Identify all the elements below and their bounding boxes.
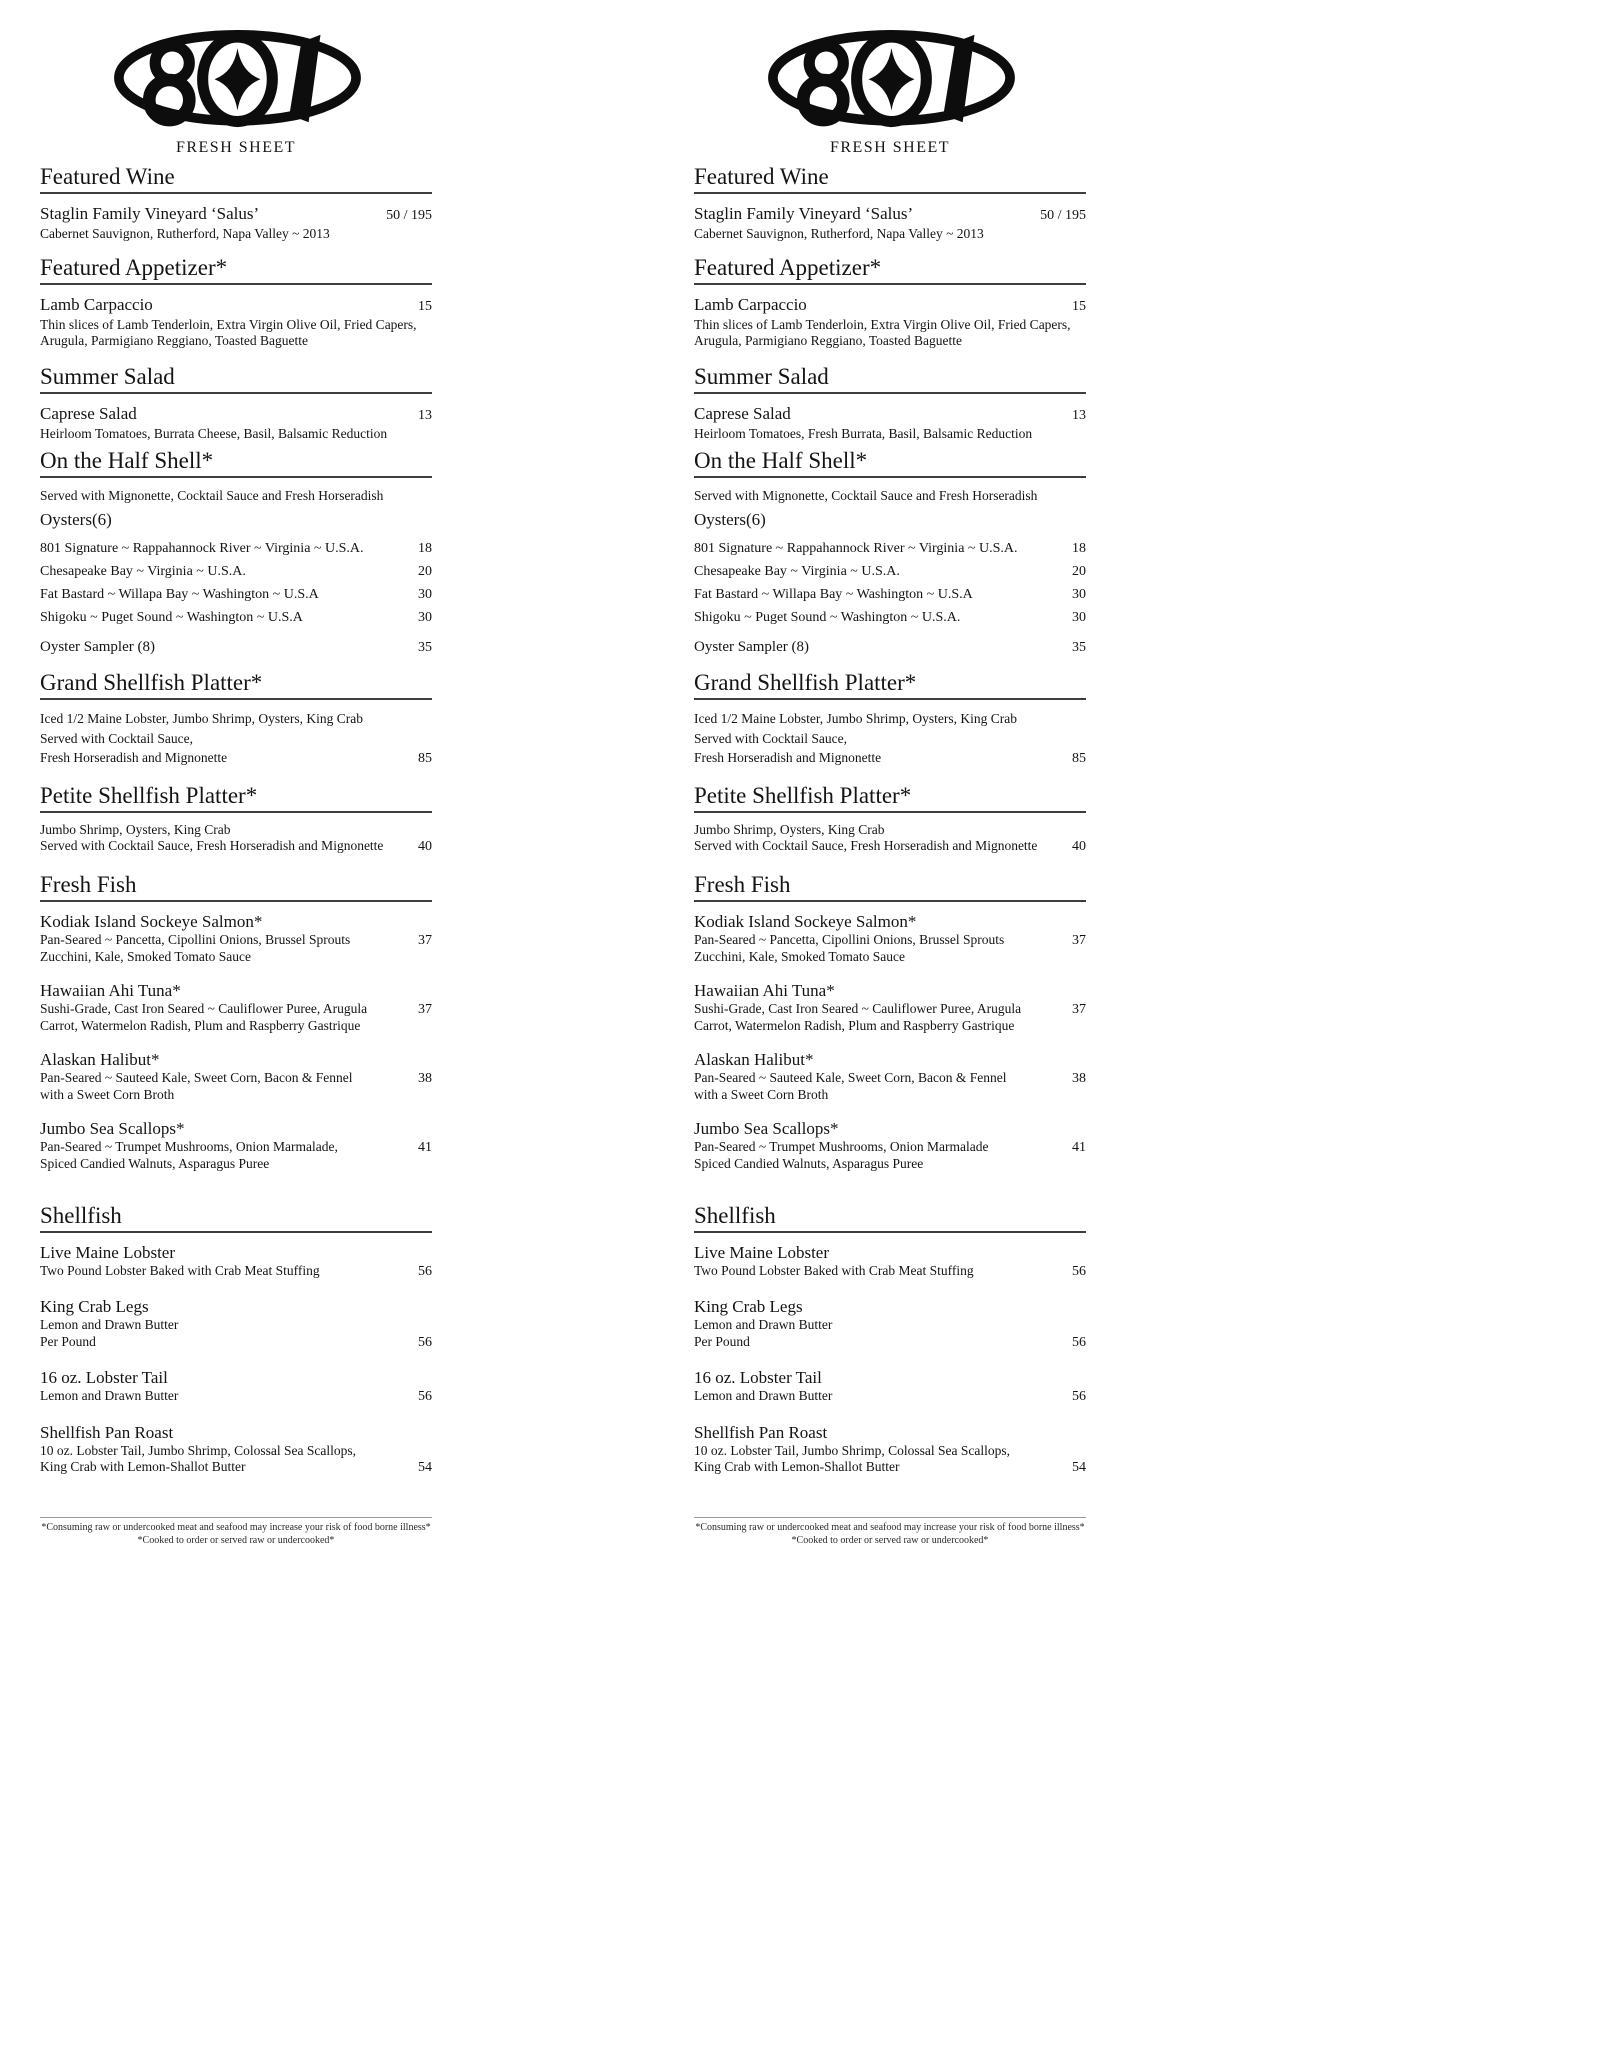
- section-title: On the Half Shell*: [40, 448, 214, 473]
- item-price: 56: [418, 1263, 432, 1279]
- menu-item: [694, 1367, 1086, 1406]
- item-text: Caprese Salad: [40, 403, 137, 423]
- section-title: Featured Wine: [694, 164, 829, 189]
- item-text: Live Maine Lobster: [40, 1242, 176, 1262]
- menu-line: [40, 1018, 432, 1035]
- section-shellfish: [40, 1203, 432, 1477]
- menu-item: [694, 709, 1086, 769]
- section-underline: [40, 1231, 432, 1233]
- item-price: 20: [1072, 564, 1086, 579]
- item-price: 13: [418, 407, 432, 423]
- item-text: Shigoku ~ Puget Sound ~ Washington ~ U.S.A.: [694, 610, 961, 625]
- menu-line: [694, 911, 1086, 932]
- item-text: Alaskan Halibut*: [40, 1049, 160, 1069]
- menu-line: [40, 1118, 432, 1139]
- section-title: Summer Salad: [694, 363, 829, 389]
- menu-line: [40, 583, 432, 606]
- item-text: Shellfish Pan Roast: [694, 1422, 828, 1442]
- section-summer-salad: [694, 364, 1086, 443]
- item-text: Cabernet Sauvignon, Rutherford, Napa Valley ~ 2013: [40, 226, 330, 241]
- disclaimer-line-1: *Consuming raw or undercooked meat and seafood may increase your risk of food borne illness*: [695, 1521, 1085, 1533]
- menu-line: [694, 980, 1086, 1001]
- menu-line: [40, 637, 432, 658]
- section-petite-shellfish-platter: [40, 783, 432, 856]
- menu-line: [40, 487, 432, 504]
- menu-sections: [694, 164, 1086, 1477]
- section-underline: [694, 476, 1086, 478]
- item-text: 10 oz. Lobster Tail, Jumbo Shrimp, Colossal Sea Scallops,: [694, 1442, 1011, 1458]
- item-price: 35: [1072, 640, 1086, 655]
- item-price: 50 / 195: [1040, 208, 1086, 223]
- menu-line: [40, 932, 432, 950]
- item-text: Served with Cocktail Sauce, Fresh Horseradish and Mignonette: [694, 838, 1038, 853]
- menu-line: [694, 729, 1086, 749]
- item-price: 56: [418, 1334, 432, 1350]
- menu-line: [40, 1296, 432, 1317]
- item-price: 18: [1072, 541, 1086, 556]
- menu-line: [40, 911, 432, 932]
- menu-item: [694, 403, 1086, 443]
- menu-line: [694, 949, 1086, 966]
- section-underline: [40, 392, 432, 394]
- item-text: Hawaiian Ahi Tuna*: [40, 980, 181, 1000]
- menu-line: [40, 729, 432, 749]
- menu-line: [694, 932, 1086, 950]
- menu-line: [694, 1388, 1086, 1406]
- menu-line: [40, 1139, 432, 1157]
- menu-line: [694, 1296, 1086, 1317]
- item-price: 37: [1072, 1001, 1086, 1017]
- section-title: Summer Salad: [40, 363, 175, 389]
- item-text: Oysters(6): [694, 510, 766, 529]
- item-price: 40: [1072, 839, 1086, 854]
- menu-line: [694, 606, 1086, 629]
- fresh-sheet-label: FRESH SHEET: [829, 139, 951, 156]
- menu-item: [40, 203, 432, 243]
- item-text: Served with Mignonette, Cocktail Sauce and Fresh Horseradish: [40, 488, 384, 503]
- item-price: 85: [1072, 751, 1086, 766]
- item-text: Pan-Seared ~ Pancetta, Cipollini Onions, Brussel Sprouts: [694, 931, 1005, 947]
- menu-line: [694, 1070, 1086, 1088]
- section-underline: [40, 900, 432, 902]
- item-text: King Crab Legs: [694, 1297, 803, 1316]
- item-text: Kodiak Island Sockeye Salmon*: [694, 911, 917, 931]
- item-text: Lemon and Drawn Butter: [694, 1317, 833, 1332]
- item-text: Jumbo Sea Scallops*: [40, 1118, 185, 1138]
- item-text: Thin slices of Lamb Tenderloin, Extra Virgin Olive Oil, Fried Capers,: [694, 316, 1071, 332]
- item-text: with a Sweet Corn Broth: [40, 1087, 175, 1102]
- menu-line: [694, 487, 1086, 504]
- item-text: Heirloom Tomatoes, Fresh Burrata, Basil, Balsamic Reduction: [694, 425, 1033, 441]
- menu-line: [40, 426, 432, 443]
- section-summer-salad: [40, 364, 432, 443]
- section-underline: [40, 192, 432, 194]
- item-price: 56: [1072, 1389, 1086, 1404]
- menu-line: [694, 1001, 1086, 1019]
- menu-item: [694, 1049, 1086, 1104]
- menu-line: [694, 1242, 1086, 1263]
- menu-line: [40, 606, 432, 629]
- menu-line: [694, 1422, 1086, 1443]
- item-text: Per Pound: [40, 1333, 96, 1349]
- item-text: Pan-Seared ~ Trumpet Mushrooms, Onion Marmalade: [694, 1138, 989, 1154]
- item-text: Oyster Sampler (8): [694, 639, 809, 655]
- menu-item: [40, 1422, 432, 1477]
- item-price: 15: [1072, 298, 1086, 314]
- item-price: 56: [1072, 1263, 1086, 1279]
- menu-line: [694, 583, 1086, 606]
- item-text: Arugula, Parmigiano Reggiano, Toasted Baguette: [694, 333, 962, 348]
- logo-801: [764, 24, 1016, 136]
- item-price: 38: [1072, 1070, 1086, 1086]
- item-price: 85: [418, 751, 432, 766]
- item-text: Cabernet Sauvignon, Rutherford, Napa Valley ~ 2013: [694, 226, 984, 241]
- item-text: Lamb Carpaccio: [40, 294, 153, 314]
- item-text: Oysters(6): [40, 510, 112, 529]
- item-text: Lemon and Drawn Butter: [694, 1388, 833, 1403]
- logo-801-icon: [764, 24, 1016, 136]
- menu-line: [40, 1388, 432, 1406]
- item-text: 10 oz. Lobster Tail, Jumbo Shrimp, Colossal Sea Scallops,: [40, 1442, 357, 1458]
- section-underline: [694, 900, 1086, 902]
- item-text: Shigoku ~ Puget Sound ~ Washington ~ U.S.A: [40, 610, 303, 625]
- menu-line: [694, 560, 1086, 583]
- menu-item: [694, 537, 1086, 629]
- section-underline: [694, 283, 1086, 285]
- item-price: 30: [418, 587, 432, 602]
- item-text: Kodiak Island Sockeye Salmon*: [40, 911, 263, 931]
- menu-line: [694, 1367, 1086, 1388]
- item-text: Pan-Seared ~ Sauteed Kale, Sweet Corn, Bacon & Fennel: [40, 1069, 353, 1085]
- menu-item: [694, 1422, 1086, 1477]
- menu-line: [40, 509, 432, 531]
- section-title: Petite Shellfish Platter*: [694, 782, 912, 808]
- menu-line: [694, 709, 1086, 729]
- section-underline: [40, 283, 432, 285]
- item-text: Caprese Salad: [694, 403, 791, 423]
- menu-line: [40, 537, 432, 560]
- section-underline: [694, 811, 1086, 813]
- item-text: Live Maine Lobster: [694, 1242, 830, 1262]
- menu-item: [694, 294, 1086, 350]
- menu-line: [694, 537, 1086, 560]
- item-text: Sushi-Grade, Cast Iron Seared ~ Cauliflower Puree, Arugula: [694, 1000, 1022, 1016]
- item-text: 16 oz. Lobster Tail: [40, 1368, 168, 1387]
- item-text: King Crab Legs: [40, 1297, 149, 1316]
- disclaimer-line-1: *Consuming raw or undercooked meat and seafood may increase your risk of food borne illness*: [41, 1521, 431, 1533]
- item-text: Served with Cocktail Sauce,: [694, 730, 847, 746]
- section-underline: [40, 476, 432, 478]
- item-text: Lemon and Drawn Butter: [40, 1317, 179, 1332]
- section-underline: [694, 698, 1086, 700]
- menu-item: [40, 911, 432, 966]
- menu-line: [40, 949, 432, 966]
- item-price: 56: [418, 1389, 432, 1404]
- menu-line: [40, 1049, 432, 1070]
- section-featured-appetizer: [40, 255, 432, 350]
- menu-line: [40, 294, 432, 317]
- item-text: Served with Cocktail Sauce, Fresh Horseradish and Mignonette: [40, 838, 384, 853]
- menu-item: [40, 822, 432, 856]
- section-title: Featured Wine: [40, 164, 175, 189]
- item-text: Carrot, Watermelon Radish, Plum and Raspberry Gastrique: [694, 1018, 1015, 1033]
- menu-line: [694, 203, 1086, 226]
- menu-line: [694, 1263, 1086, 1281]
- menu-item: [694, 1118, 1086, 1173]
- item-price: 41: [418, 1139, 432, 1155]
- section-petite-shellfish-platter: [694, 783, 1086, 856]
- menu-item: [694, 1296, 1086, 1351]
- menu-line: [694, 1156, 1086, 1173]
- section-featured-wine: [694, 164, 1086, 243]
- menu-item: [40, 487, 432, 531]
- menu-line: [694, 1334, 1086, 1352]
- menu-line: [694, 403, 1086, 426]
- section-title: Featured Appetizer*: [694, 254, 882, 280]
- menu-item: [694, 822, 1086, 856]
- menu-item: [40, 294, 432, 350]
- menu-line: [40, 709, 432, 729]
- item-price: 30: [418, 610, 432, 625]
- menu-item: [40, 709, 432, 769]
- menu-item: [694, 203, 1086, 243]
- item-text: Oyster Sampler (8): [40, 639, 155, 655]
- item-text: Iced 1/2 Maine Lobster, Jumbo Shrimp, Oysters, King Crab: [694, 711, 1018, 726]
- menu-line: [694, 1443, 1086, 1460]
- item-text: Jumbo Sea Scallops*: [694, 1118, 839, 1138]
- menu-line: [40, 822, 432, 839]
- item-price: 37: [1072, 932, 1086, 948]
- menu-line: [40, 1263, 432, 1281]
- menu-sections: [40, 164, 432, 1477]
- item-text: 801 Signature ~ Rappahannock River ~ Virginia ~ U.S.A.: [694, 541, 1018, 556]
- menu-item: [40, 403, 432, 443]
- menu-line: [694, 1317, 1086, 1334]
- item-text: Heirloom Tomatoes, Burrata Cheese, Basil, Balsamic Reduction: [40, 425, 388, 441]
- item-price: 20: [418, 564, 432, 579]
- item-text: Lemon and Drawn Butter: [40, 1388, 179, 1403]
- menu-line: [40, 838, 432, 856]
- footer-disclaimer: [40, 1517, 432, 1547]
- item-text: Chesapeake Bay ~ Virginia ~ U.S.A.: [694, 564, 900, 579]
- menu-line: [40, 1070, 432, 1088]
- menu-line: [694, 1018, 1086, 1035]
- disclaimer-line-2: *Cooked to order or served raw or undercooked*: [137, 1534, 335, 1546]
- section-on-the-half-shell: [694, 448, 1086, 658]
- menu-line: [694, 426, 1086, 443]
- item-text: Pan-Seared ~ Trumpet Mushrooms, Onion Marmalade,: [40, 1138, 338, 1154]
- item-text: Pan-Seared ~ Pancetta, Cipollini Onions, Brussel Sprouts: [40, 931, 351, 947]
- section-title: Petite Shellfish Platter*: [40, 782, 258, 808]
- section-on-the-half-shell: [40, 448, 432, 658]
- item-text: Thin slices of Lamb Tenderloin, Extra Virgin Olive Oil, Fried Capers,: [40, 316, 417, 332]
- menu-line: [40, 1242, 432, 1263]
- menu-line: [40, 1422, 432, 1443]
- section-underline: [694, 1231, 1086, 1233]
- menu-line: [694, 637, 1086, 658]
- menu-column-right: [694, 24, 1086, 1547]
- section-title: Featured Appetizer*: [40, 254, 228, 280]
- item-price: 54: [418, 1460, 432, 1475]
- section-underline: [40, 698, 432, 700]
- item-text: Jumbo Shrimp, Oysters, King Crab: [694, 821, 885, 837]
- item-text: Sushi-Grade, Cast Iron Seared ~ Cauliflower Puree, Arugula: [40, 1000, 368, 1016]
- section-fresh-fish: [694, 872, 1086, 1173]
- item-price: 30: [1072, 587, 1086, 602]
- menu-line: [40, 333, 432, 350]
- item-text: Spiced Candied Walnuts, Asparagus Puree: [40, 1156, 270, 1171]
- menu-line: [694, 1459, 1086, 1477]
- menu-line: [40, 748, 432, 769]
- menu-line: [694, 1049, 1086, 1070]
- menu-line: [694, 294, 1086, 317]
- menu-item: [40, 637, 432, 658]
- item-price: 30: [1072, 610, 1086, 625]
- section-title: On the Half Shell*: [694, 448, 868, 473]
- item-text: 801 Signature ~ Rappahannock River ~ Virginia ~ U.S.A.: [40, 541, 364, 556]
- menu-item: [40, 980, 432, 1035]
- menu-line: [694, 226, 1086, 243]
- menu-item: [40, 1242, 432, 1281]
- item-text: Per Pound: [694, 1333, 750, 1349]
- item-text: Fat Bastard ~ Willapa Bay ~ Washington ~ U.S.A: [694, 587, 973, 602]
- item-price: 18: [418, 541, 432, 556]
- item-price: 56: [1072, 1334, 1086, 1350]
- item-text: Two Pound Lobster Baked with Crab Meat Stuffing: [694, 1262, 974, 1278]
- item-price: 37: [418, 1001, 432, 1017]
- menu-item: [40, 1049, 432, 1104]
- item-text: Iced 1/2 Maine Lobster, Jumbo Shrimp, Oysters, King Crab: [40, 711, 364, 726]
- item-text: Fresh Horseradish and Mignonette: [694, 750, 882, 765]
- item-text: Arugula, Parmigiano Reggiano, Toasted Baguette: [40, 333, 308, 348]
- menu-line: [694, 822, 1086, 839]
- menu-line: [40, 1443, 432, 1460]
- menu-line: [40, 317, 432, 334]
- menu-line: [40, 1334, 432, 1352]
- section-title: Grand Shellfish Platter*: [694, 670, 917, 695]
- menu-line: [694, 748, 1086, 769]
- menu-line: [40, 1459, 432, 1477]
- item-price: 54: [1072, 1460, 1086, 1475]
- menu-item: [40, 537, 432, 629]
- section-underline: [694, 192, 1086, 194]
- item-text: Chesapeake Bay ~ Virginia ~ U.S.A.: [40, 564, 246, 579]
- menu-item: [694, 1242, 1086, 1281]
- section-grand-shellfish-platter: [694, 670, 1086, 769]
- section-featured-appetizer: [694, 255, 1086, 350]
- item-price: 35: [418, 640, 432, 655]
- menu-item: [694, 980, 1086, 1035]
- item-price: 50 / 195: [386, 208, 432, 223]
- section-title: Fresh Fish: [40, 871, 137, 897]
- menu-item: [694, 487, 1086, 531]
- item-text: Served with Cocktail Sauce,: [40, 730, 193, 746]
- item-text: Pan-Seared ~ Sauteed Kale, Sweet Corn, Bacon & Fennel: [694, 1069, 1007, 1085]
- section-underline: [694, 392, 1086, 394]
- logo-801-icon: [110, 24, 362, 136]
- menu-item: [694, 637, 1086, 658]
- item-text: Zucchini, Kale, Smoked Tomato Sauce: [694, 949, 906, 964]
- item-text: King Crab with Lemon-Shallot Butter: [40, 1459, 246, 1474]
- menu-line: [694, 1139, 1086, 1157]
- item-text: Served with Mignonette, Cocktail Sauce and Fresh Horseradish: [694, 488, 1038, 503]
- menu-item: [40, 1367, 432, 1406]
- menu-line: [40, 980, 432, 1001]
- menu-line: [40, 560, 432, 583]
- item-text: Fat Bastard ~ Willapa Bay ~ Washington ~ U.S.A: [40, 587, 319, 602]
- item-text: Zucchini, Kale, Smoked Tomato Sauce: [40, 949, 252, 964]
- item-price: 15: [418, 298, 432, 314]
- section-title: Shellfish: [40, 1202, 122, 1228]
- footer-disclaimer: [694, 1517, 1086, 1547]
- menu-line: [694, 509, 1086, 531]
- item-text: Staglin Family Vineyard ‘Salus’: [40, 204, 260, 223]
- menu-line: [40, 226, 432, 243]
- menu-line: [40, 1317, 432, 1334]
- item-text: Shellfish Pan Roast: [40, 1422, 174, 1442]
- menu-line: [40, 1087, 432, 1104]
- logo-801: [110, 24, 362, 136]
- disclaimer-line-2: *Cooked to order or served raw or undercooked*: [791, 1534, 989, 1546]
- section-title: Grand Shellfish Platter*: [40, 670, 263, 695]
- item-price: 41: [1072, 1139, 1086, 1155]
- menu-line: [40, 1001, 432, 1019]
- menu-line: [694, 333, 1086, 350]
- menu-item: [40, 1296, 432, 1351]
- item-text: Alaskan Halibut*: [694, 1049, 814, 1069]
- item-text: Hawaiian Ahi Tuna*: [694, 980, 835, 1000]
- item-text: Carrot, Watermelon Radish, Plum and Raspberry Gastrique: [40, 1018, 361, 1033]
- menu-line: [40, 1367, 432, 1388]
- menu-line: [40, 403, 432, 426]
- section-shellfish: [694, 1203, 1086, 1477]
- menu-line: [40, 1156, 432, 1173]
- item-text: King Crab with Lemon-Shallot Butter: [694, 1459, 900, 1474]
- item-price: 40: [418, 839, 432, 854]
- menu-line: [40, 203, 432, 226]
- item-text: Jumbo Shrimp, Oysters, King Crab: [40, 821, 231, 837]
- item-price: 13: [1072, 407, 1086, 423]
- item-text: Fresh Horseradish and Mignonette: [40, 750, 228, 765]
- fresh-sheet-label: FRESH SHEET: [175, 139, 297, 156]
- menu-column-left: [40, 24, 432, 1547]
- menu-item: [40, 1118, 432, 1173]
- section-featured-wine: [40, 164, 432, 243]
- section-fresh-fish: [40, 872, 432, 1173]
- item-text: with a Sweet Corn Broth: [694, 1087, 829, 1102]
- item-price: 38: [418, 1070, 432, 1086]
- item-text: 16 oz. Lobster Tail: [694, 1368, 822, 1387]
- menu-line: [694, 838, 1086, 856]
- item-text: Staglin Family Vineyard ‘Salus’: [694, 204, 914, 223]
- section-grand-shellfish-platter: [40, 670, 432, 769]
- section-title: Shellfish: [694, 1202, 776, 1228]
- section-title: Fresh Fish: [694, 871, 791, 897]
- item-price: 37: [418, 932, 432, 948]
- menu-item: [694, 911, 1086, 966]
- item-text: Two Pound Lobster Baked with Crab Meat Stuffing: [40, 1262, 320, 1278]
- section-underline: [40, 811, 432, 813]
- menu-line: [694, 317, 1086, 334]
- item-text: Spiced Candied Walnuts, Asparagus Puree: [694, 1156, 924, 1171]
- menu-line: [694, 1087, 1086, 1104]
- menu-line: [694, 1118, 1086, 1139]
- item-text: Lamb Carpaccio: [694, 294, 807, 314]
